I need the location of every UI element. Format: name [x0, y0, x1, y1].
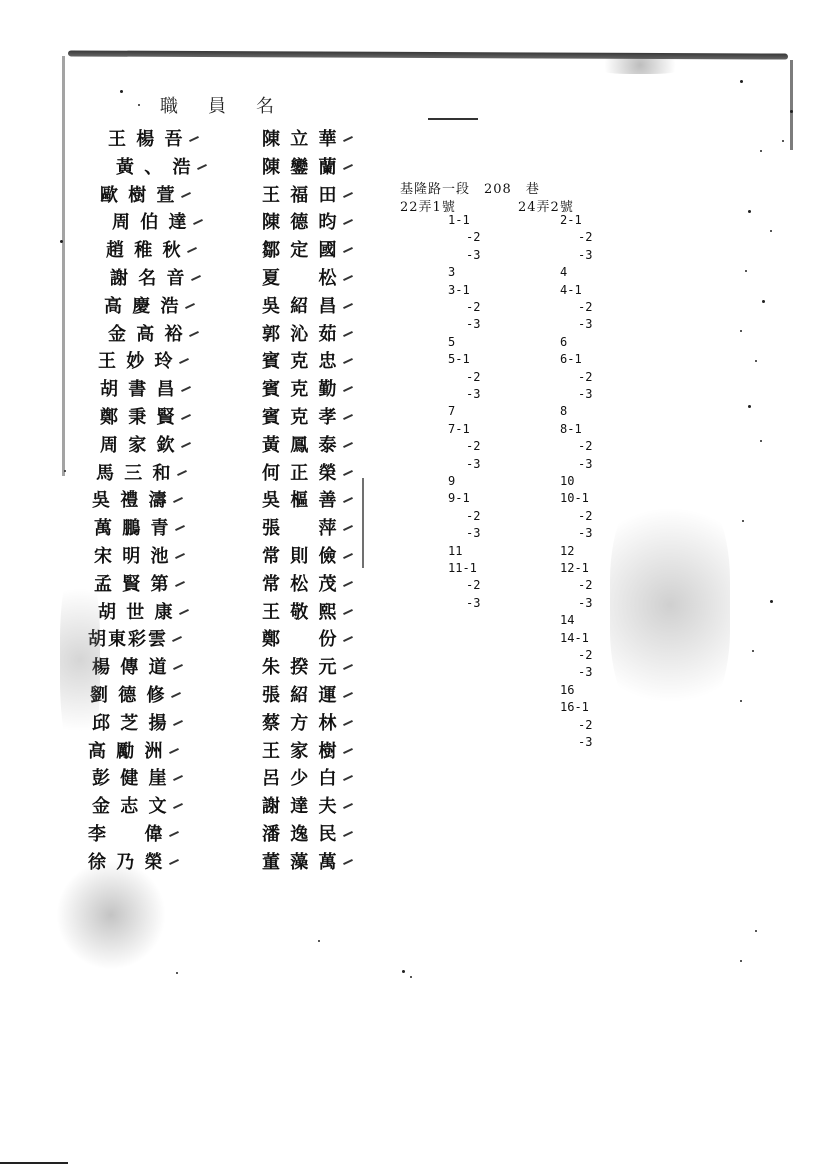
name-entry: 鄒 定 國	[262, 240, 339, 261]
unit-number: -3	[578, 248, 593, 262]
name-entry: 鄭 份	[262, 629, 339, 650]
unit-number: -2	[578, 439, 593, 453]
unit-number: 6-1	[560, 352, 582, 366]
name-entry: 賓 克 忠	[262, 351, 339, 372]
name-entry: 王 家 樹	[262, 741, 339, 762]
unit-number: -3	[578, 735, 593, 749]
name-entry: 黃 鳳 泰	[262, 435, 339, 456]
name-entry: 賓 克 孝	[262, 407, 339, 428]
unit-number: 14	[560, 613, 575, 627]
unit-number: -3	[466, 526, 481, 540]
unit-number: 16	[560, 683, 575, 697]
name-entry: 張 萍	[262, 518, 339, 539]
unit-number: -2	[466, 578, 481, 592]
unit-number: 11-1	[448, 561, 477, 575]
name-entry: 陳 立 華	[262, 129, 339, 150]
bottom-edge-line	[0, 1162, 68, 1164]
name-entry: 鄭 秉 賢	[100, 407, 177, 428]
name-entry: 蔡 方 林	[262, 713, 339, 734]
unit-number: -3	[578, 665, 593, 679]
column-divider	[362, 478, 364, 568]
unit-number: -2	[578, 230, 593, 244]
name-entry: 陳 鑾 蘭	[262, 157, 339, 178]
name-entry: 吳 禮 濤	[92, 490, 169, 511]
unit-number: -3	[578, 596, 593, 610]
name-entry: 高 勵 洲	[88, 741, 165, 762]
name-entry: 孟 賢 第	[94, 574, 171, 595]
name-entry: 劉 德 修	[90, 685, 167, 706]
unit-number: -2	[466, 509, 481, 523]
unit-number: 4	[560, 265, 568, 279]
unit-number: 6	[560, 335, 568, 349]
unit-number: 8-1	[560, 422, 582, 436]
name-entry: 金 志 文	[92, 796, 169, 817]
unit-number: -2	[578, 300, 593, 314]
unit-number: -3	[466, 457, 481, 471]
name-entry: 何 正 榮	[262, 463, 339, 484]
unit-number: -3	[578, 526, 593, 540]
name-entry: 謝 名 音	[110, 268, 187, 289]
unit-number: -3	[466, 248, 481, 262]
name-entry: 胡東彩雲	[88, 629, 168, 650]
unit-number: -3	[466, 596, 481, 610]
name-entry: 潘 逸 民	[262, 824, 339, 845]
unit-number: -3	[578, 457, 593, 471]
name-entry: 邱 芝 揚	[92, 713, 169, 734]
unit-number: 7-1	[448, 422, 470, 436]
name-entry: 王 楊 吾	[108, 129, 185, 150]
unit-number: -2	[578, 718, 593, 732]
name-entry: 歐 樹 萱	[100, 185, 177, 206]
unit-number: -2	[466, 230, 481, 244]
unit-number: -2	[466, 439, 481, 453]
unit-number: 16-1	[560, 700, 589, 714]
name-entry: 王 妙 玲	[98, 351, 175, 372]
name-entry: 夏 松	[262, 268, 339, 289]
unit-number: -2	[578, 578, 593, 592]
name-entry: 謝 達 夫	[262, 796, 339, 817]
name-entry: 王 敬 熙	[262, 602, 339, 623]
name-entry: 萬 鵬 青	[94, 518, 171, 539]
unit-number: 11	[448, 544, 463, 558]
name-entry: 常 松 茂	[262, 574, 339, 595]
name-entry: 朱 揆 元	[262, 657, 339, 678]
unit-number: 10	[560, 474, 575, 488]
left-border-line	[62, 56, 65, 476]
unit-number: 10-1	[560, 491, 589, 505]
column-header-22-1: 22弄1號	[400, 200, 456, 215]
unit-number: -2	[466, 300, 481, 314]
unit-number: 2-1	[560, 213, 582, 227]
unit-number: 14-1	[560, 631, 589, 645]
unit-number: -2	[578, 648, 593, 662]
name-entry: 周 家 欽	[100, 435, 177, 456]
name-entry: 趙 稚 秋	[106, 240, 183, 261]
street-address: 基隆路一段 208 巷	[400, 182, 540, 197]
right-border-line	[790, 60, 793, 150]
name-entry: 胡 書 昌	[100, 379, 177, 400]
column-header-24-2: 24弄2號	[518, 200, 574, 215]
unit-number: -3	[578, 317, 593, 331]
unit-number: 4-1	[560, 283, 582, 297]
name-entry: 吳 樞 善	[262, 490, 339, 511]
name-entry: 高 慶 浩	[104, 296, 181, 317]
unit-number: 8	[560, 404, 568, 418]
name-entry: 徐 乃 榮	[88, 852, 165, 873]
unit-number: 7	[448, 404, 456, 418]
name-entry: 陳 德 昀	[262, 212, 339, 233]
name-entry: 董 藻 萬	[262, 852, 339, 873]
name-entry: 張 紹 運	[262, 685, 339, 706]
page-header: 職 員 名	[160, 96, 280, 117]
unit-number: -2	[578, 370, 593, 384]
unit-number: 3-1	[448, 283, 470, 297]
name-entry: 楊 傳 道	[92, 657, 169, 678]
name-entry: 李 偉	[88, 824, 165, 845]
name-entry: 王 福 田	[262, 185, 339, 206]
unit-number: -2	[578, 509, 593, 523]
name-entry: 賓 克 勤	[262, 379, 339, 400]
unit-number: 12-1	[560, 561, 589, 575]
unit-number: 5	[448, 335, 456, 349]
name-entry: 常 則 儉	[262, 546, 339, 567]
name-entry: 郭 沁 茹	[262, 324, 339, 345]
name-entry: 彭 健 崖	[92, 768, 169, 789]
unit-number: 9-1	[448, 491, 470, 505]
name-entry: 周 伯 達	[112, 212, 189, 233]
name-entry: 金 高 裕	[108, 324, 185, 345]
unit-number: -3	[466, 317, 481, 331]
unit-number: 9	[448, 474, 456, 488]
name-entry: 宋 明 池	[94, 546, 171, 567]
unit-number: -3	[466, 387, 481, 401]
dash-mark	[428, 118, 478, 120]
name-entry: 胡 世 康	[98, 602, 175, 623]
unit-number: 1-1	[448, 213, 470, 227]
name-entry: 馬 三 和	[96, 463, 173, 484]
unit-number: 12	[560, 544, 575, 558]
unit-number: -2	[466, 370, 481, 384]
unit-number: -3	[578, 387, 593, 401]
unit-number: 3	[448, 265, 456, 279]
name-entry: 呂 少 白	[262, 768, 339, 789]
name-entry: 吳 紹 昌	[262, 296, 339, 317]
unit-number: 5-1	[448, 352, 470, 366]
name-entry: 黃 、 浩	[116, 157, 193, 178]
